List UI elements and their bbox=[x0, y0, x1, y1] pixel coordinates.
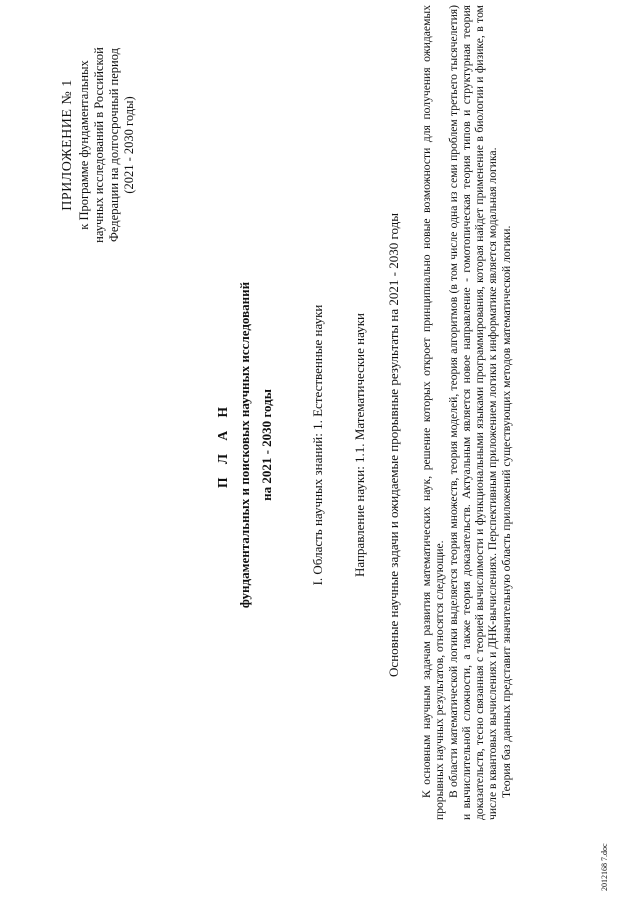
paragraph: Теория баз данных представит значительную область приложений существующих методов математической логики. bbox=[499, 225, 513, 798]
appendix-line: к Программе фундаментальных bbox=[77, 60, 91, 230]
appendix-number: ПРИЛОЖЕНИЕ № 1 bbox=[60, 79, 75, 211]
appendix-line: (2021 - 2030 годы) bbox=[122, 96, 136, 194]
appendix-line: Федерации на долгосрочный период bbox=[107, 48, 121, 242]
appendix-header bbox=[60, 25, 137, 265]
appendix-line: научных исследований в Российской bbox=[92, 47, 106, 243]
science-area-heading: I. Область научных знаний: 1. Естественные науки bbox=[310, 304, 325, 586]
paragraph: В области математической логики выделяется теория множеств, теория моделей, теория алгоритмов (в том числе одна из семи проблем третьего тысячелетия) и вычислительной сложности, а также теория доказательств. Актуальным является новое направление - гомотопическая теория типов и структурная теория доказательств, тесно связанная с теорией вычислимости и функциональными языками программирования, которая найдет применение в биологии и физике, в том числе в квантовых вычислениях и ДНК-вычислениях. Перспективным приложением логики к информатике является модальная логика. bbox=[446, 5, 500, 820]
body-text bbox=[420, 5, 513, 820]
document-title: П Л А Н bbox=[215, 402, 230, 488]
document-subtitle-line: на 2021 - 2030 годы bbox=[259, 389, 274, 501]
tasks-heading: Основные научные задачи и ожидаемые прорывные результаты на 2021 - 2030 годы bbox=[386, 213, 401, 677]
title-block bbox=[215, 165, 275, 725]
science-direction-heading: Направление науки: 1.1. Математические науки bbox=[352, 313, 367, 578]
paragraph: К основным научным задачам развития математических наук, решение которых откроет принципиально новые возможности для получения ожидаемых прорывных научных результатов, относятся следующие. bbox=[420, 5, 447, 820]
document-subtitle-line: фундаментальных и поисковых научных исследований bbox=[237, 281, 252, 609]
document-code: 2012168 7.doc bbox=[600, 843, 609, 891]
